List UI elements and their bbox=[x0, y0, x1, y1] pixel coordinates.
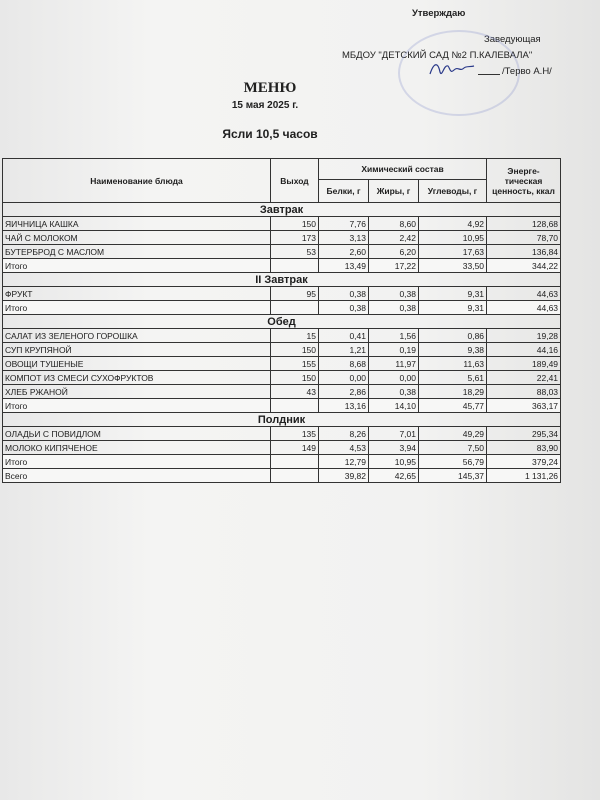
dish-fat: 0,38 bbox=[369, 287, 419, 301]
menu-date: 15 мая 2025 г. bbox=[231, 100, 299, 111]
dish-carb: 7,50 bbox=[419, 441, 487, 455]
total-output bbox=[271, 301, 319, 315]
dish-name: ОВОЩИ ТУШЕНЫЕ bbox=[3, 357, 271, 371]
total-label: Итого bbox=[3, 455, 271, 469]
dish-protein: 0,41 bbox=[319, 329, 369, 343]
dish-fat: 0,19 bbox=[369, 343, 419, 357]
group-name: Ясли 10,5 часов bbox=[222, 127, 318, 141]
dish-output: 53 bbox=[271, 245, 319, 259]
dish-protein: 3,13 bbox=[319, 231, 369, 245]
header-protein: Белки, г bbox=[319, 180, 369, 203]
dish-energy: 44,16 bbox=[487, 343, 561, 357]
total-energy: 344,22 bbox=[487, 259, 561, 273]
section-title: Обед bbox=[3, 315, 561, 329]
total-carb: 9,31 bbox=[419, 301, 487, 315]
header-fat: Жиры, г bbox=[369, 180, 419, 203]
page-title: МЕНЮ bbox=[243, 80, 297, 96]
grand-total-label: Всего bbox=[3, 469, 271, 483]
dish-energy: 189,49 bbox=[487, 357, 561, 371]
dish-protein: 2,86 bbox=[319, 385, 369, 399]
header-chemical: Химический состав bbox=[319, 159, 487, 180]
dish-fat: 8,60 bbox=[369, 217, 419, 231]
section-total-row bbox=[3, 259, 561, 273]
table-row bbox=[3, 287, 561, 301]
approval-signer: /Терво А.Н/ bbox=[502, 66, 552, 77]
dish-energy: 44,63 bbox=[487, 287, 561, 301]
dish-protein: 2,60 bbox=[319, 245, 369, 259]
dish-energy: 136,84 bbox=[487, 245, 561, 259]
table-row bbox=[3, 385, 561, 399]
dish-fat: 11,97 bbox=[369, 357, 419, 371]
total-output bbox=[271, 399, 319, 413]
signature-icon bbox=[428, 58, 476, 80]
table-row bbox=[3, 343, 561, 357]
table-row bbox=[3, 371, 561, 385]
dish-name: САЛАТ ИЗ ЗЕЛЕНОГО ГОРОШКА bbox=[3, 329, 271, 343]
total-label: Итого bbox=[3, 259, 271, 273]
section-title: II Завтрак bbox=[3, 273, 561, 287]
dish-protein: 4,53 bbox=[319, 441, 369, 455]
dish-carb: 10,95 bbox=[419, 231, 487, 245]
table-row bbox=[3, 427, 561, 441]
dish-fat: 7,01 bbox=[369, 427, 419, 441]
dish-output: 149 bbox=[271, 441, 319, 455]
dish-energy: 22,41 bbox=[487, 371, 561, 385]
menu-body bbox=[3, 203, 561, 483]
table-row bbox=[3, 357, 561, 371]
dish-fat: 0,00 bbox=[369, 371, 419, 385]
approval-organization: МБДОУ "ДЕТСКИЙ САД №2 П.КАЛЕВАЛА" bbox=[342, 50, 533, 61]
total-fat: 10,95 bbox=[369, 455, 419, 469]
total-label: Итого bbox=[3, 301, 271, 315]
section-header-row bbox=[3, 315, 561, 329]
total-protein: 13,16 bbox=[319, 399, 369, 413]
total-fat: 0,38 bbox=[369, 301, 419, 315]
total-protein: 0,38 bbox=[319, 301, 369, 315]
dish-protein: 0,38 bbox=[319, 287, 369, 301]
header-carb: Углеводы, г bbox=[419, 180, 487, 203]
dish-name: СУП КРУПЯНОЙ bbox=[3, 343, 271, 357]
grand-total-output bbox=[271, 469, 319, 483]
section-title: Полдник bbox=[3, 413, 561, 427]
dish-output: 15 bbox=[271, 329, 319, 343]
dish-energy: 83,90 bbox=[487, 441, 561, 455]
dish-carb: 4,92 bbox=[419, 217, 487, 231]
table-row bbox=[3, 245, 561, 259]
dish-protein: 0,00 bbox=[319, 371, 369, 385]
dish-energy: 19,28 bbox=[487, 329, 561, 343]
dish-name: ФРУКТ bbox=[3, 287, 271, 301]
dish-name: КОМПОТ ИЗ СМЕСИ СУХОФРУКТОВ bbox=[3, 371, 271, 385]
total-protein: 12,79 bbox=[319, 455, 369, 469]
dish-protein: 7,76 bbox=[319, 217, 369, 231]
dish-output: 150 bbox=[271, 371, 319, 385]
total-energy: 44,63 bbox=[487, 301, 561, 315]
dish-output: 150 bbox=[271, 217, 319, 231]
dish-carb: 49,29 bbox=[419, 427, 487, 441]
dish-output: 173 bbox=[271, 231, 319, 245]
dish-name: ЧАЙ С МОЛОКОМ bbox=[3, 231, 271, 245]
section-total-row bbox=[3, 301, 561, 315]
table-row bbox=[3, 217, 561, 231]
dish-protein: 8,26 bbox=[319, 427, 369, 441]
dish-output: 135 bbox=[271, 427, 319, 441]
dish-carb: 9,31 bbox=[419, 287, 487, 301]
total-carb: 45,77 bbox=[419, 399, 487, 413]
dish-carb: 17,63 bbox=[419, 245, 487, 259]
table-row bbox=[3, 441, 561, 455]
total-output bbox=[271, 259, 319, 273]
section-header-row bbox=[3, 413, 561, 427]
dish-fat: 1,56 bbox=[369, 329, 419, 343]
section-total-row bbox=[3, 399, 561, 413]
table-row bbox=[3, 231, 561, 245]
dish-carb: 5,61 bbox=[419, 371, 487, 385]
total-protein: 13,49 bbox=[319, 259, 369, 273]
section-header-row bbox=[3, 203, 561, 217]
dish-protein: 8,68 bbox=[319, 357, 369, 371]
section-title: Завтрак bbox=[3, 203, 561, 217]
dish-fat: 3,94 bbox=[369, 441, 419, 455]
dish-output: 155 bbox=[271, 357, 319, 371]
dish-energy: 295,34 bbox=[487, 427, 561, 441]
menu-table bbox=[2, 158, 561, 483]
dish-name: БУТЕРБРОД С МАСЛОМ bbox=[3, 245, 271, 259]
dish-fat: 6,20 bbox=[369, 245, 419, 259]
dish-energy: 88,03 bbox=[487, 385, 561, 399]
total-energy: 363,17 bbox=[487, 399, 561, 413]
dish-energy: 78,70 bbox=[487, 231, 561, 245]
section-header-row bbox=[3, 273, 561, 287]
total-carb: 33,50 bbox=[419, 259, 487, 273]
total-fat: 17,22 bbox=[369, 259, 419, 273]
approval-position: Заведующая bbox=[484, 34, 541, 45]
dish-carb: 9,38 bbox=[419, 343, 487, 357]
dish-name: МОЛОКО КИПЯЧЕНОЕ bbox=[3, 441, 271, 455]
dish-fat: 0,38 bbox=[369, 385, 419, 399]
dish-output: 95 bbox=[271, 287, 319, 301]
dish-name: ЯИЧНИЦА КАШКА bbox=[3, 217, 271, 231]
dish-carb: 11,63 bbox=[419, 357, 487, 371]
dish-fat: 2,42 bbox=[369, 231, 419, 245]
grand-total-fat: 42,65 bbox=[369, 469, 419, 483]
dish-name: ОЛАДЬИ С ПОВИДЛОМ bbox=[3, 427, 271, 441]
dish-carb: 0,86 bbox=[419, 329, 487, 343]
dish-name: ХЛЕБ РЖАНОЙ bbox=[3, 385, 271, 399]
header-energy: Энерге-тическая ценность, ккал bbox=[487, 159, 561, 203]
total-carb: 56,79 bbox=[419, 455, 487, 469]
grand-total-protein: 39,82 bbox=[319, 469, 369, 483]
total-fat: 14,10 bbox=[369, 399, 419, 413]
approval-label: Утверждаю bbox=[412, 8, 466, 19]
total-energy: 379,24 bbox=[487, 455, 561, 469]
signature-line bbox=[478, 74, 500, 75]
dish-energy: 128,68 bbox=[487, 217, 561, 231]
header-output: Выход bbox=[271, 159, 319, 203]
header-dish-name: Наименование блюда bbox=[3, 159, 271, 203]
dish-carb: 18,29 bbox=[419, 385, 487, 399]
dish-protein: 1,21 bbox=[319, 343, 369, 357]
table-row bbox=[3, 329, 561, 343]
grand-total-carb: 145,37 bbox=[419, 469, 487, 483]
dish-output: 150 bbox=[271, 343, 319, 357]
dish-output: 43 bbox=[271, 385, 319, 399]
section-total-row bbox=[3, 455, 561, 469]
grand-total-energy: 1 131,26 bbox=[487, 469, 561, 483]
total-label: Итого bbox=[3, 399, 271, 413]
total-output bbox=[271, 455, 319, 469]
grand-total-row bbox=[3, 469, 561, 483]
